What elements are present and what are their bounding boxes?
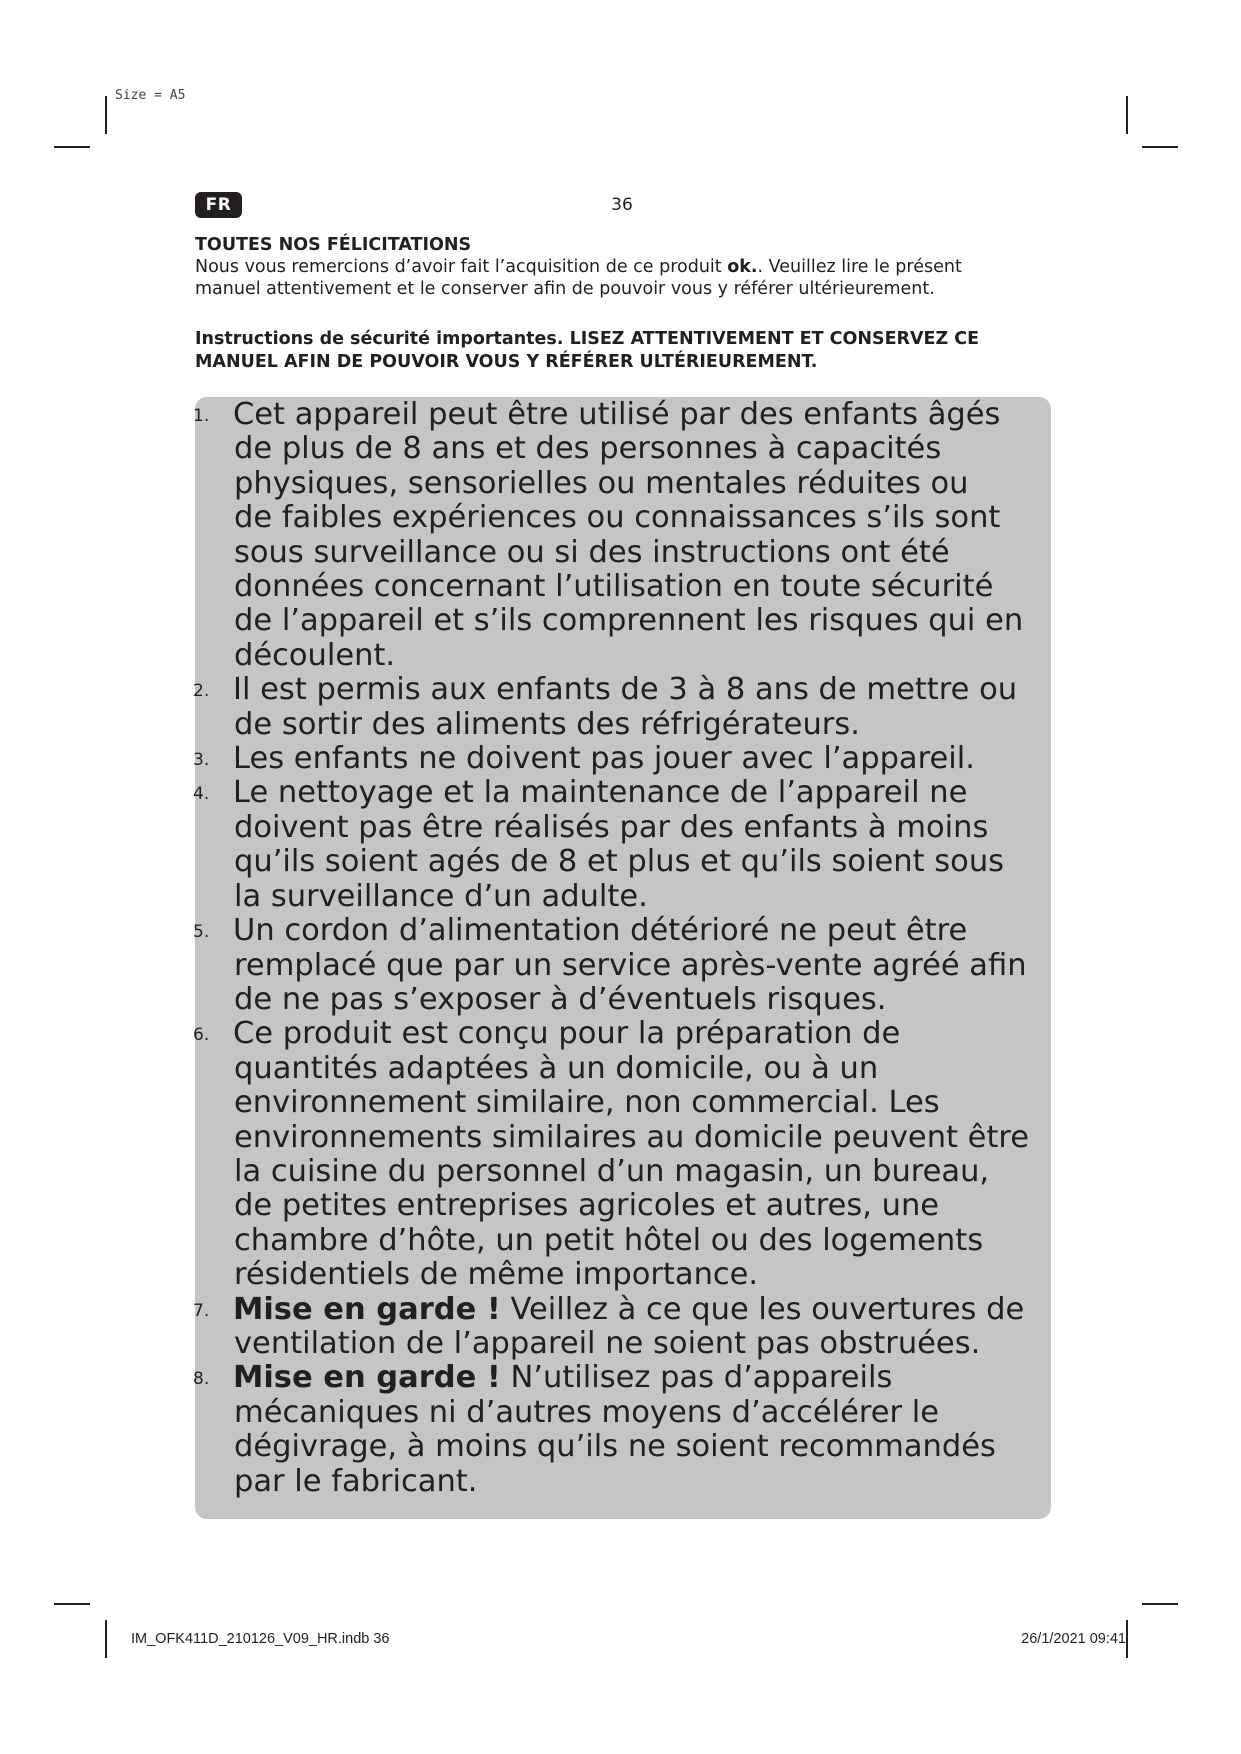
instruction-continuation-line: de l’appareil et s’ils comprennent les risques qui en [234,603,1024,639]
instruction-first-line [193,914,1073,948]
instruction-continuation-line: données concernant l’utilisation en toute sécurité [234,569,994,605]
safety-heading-line-2: MANUEL AFIN DE POUVOIR VOUS Y RÉFÉRER ULTÉRIEUREMENT. [195,352,818,372]
intro-paragraph-line-1 [195,256,1075,278]
instruction-item [193,742,1073,776]
instruction-first-line-text: Le nettoyage et la maintenance de l’appareil ne [233,775,968,811]
instruction-number: 2. [193,681,210,702]
safety-heading [195,328,1065,374]
instruction-number: 5. [193,922,210,943]
instruction-number: 6. [193,1025,210,1046]
intro-paragraph-line-2: manuel attentivement et le conserver afin de pouvoir vous y référer ultérieurement. [195,279,935,299]
instruction-number: 7. [193,1300,210,1321]
instruction-continuation-line: physiques, sensorielles ou mentales réduites ou [234,465,969,501]
instruction-first-line-text: Il est permis aux enfants de 3 à 8 ans de mettre ou [233,672,1018,708]
page-number: 36 [611,195,633,215]
crop-mark-top-left-horizontal [54,146,90,148]
instruction-continuation-line: doivent pas être réalisés par des enfants à moins [234,809,989,845]
instruction-first-line [193,398,1073,432]
language-badge: FR [195,192,242,218]
instruction-continuation-line: ventilation de l’appareil ne soient pas obstruées. [234,1325,981,1361]
safety-instructions-list [193,398,1073,1499]
instruction-continuation-line: qu’ils soient agés de 8 et plus et qu’ils soient sous [234,844,1005,880]
intro-text-before: Nous vous remercions d’avoir fait l’acquisition de ce produit [195,257,728,277]
instruction-item [193,776,1073,914]
intro-section [195,234,1075,300]
instruction-continuation-line: remplacé que par un service après-vente agréé afin [234,947,1027,983]
instruction-continuation-line: mécaniques ni d’autres moyens d’accélérer le [234,1394,940,1430]
crop-mark-top-right-vertical [1126,96,1128,134]
instruction-continuation-line: sous surveillance ou si des instructions ont été [234,534,950,570]
instruction-item [193,914,1073,1017]
instruction-continuation-line: découlent. [234,637,396,673]
instruction-first-line [193,673,1073,707]
crop-mark-bottom-right-vertical [1126,1620,1128,1658]
intro-heading: TOUTES NOS FÉLICITATIONS [195,235,472,255]
crop-mark-top-right-horizontal [1142,146,1178,148]
instruction-continuation-line: de petites entreprises agricoles et autres, une [234,1188,940,1224]
instruction-number: 3. [193,750,210,771]
instruction-continuation-line: la cuisine du personnel d’un magasin, un bureau, [234,1153,990,1189]
instruction-continuation-line: dégivrage, à moins qu’ils ne soient recommandés [234,1429,996,1465]
print-size-label: Size = A5 [115,88,186,103]
instruction-first-line-text: Un cordon d’alimentation détérioré ne peut être [233,913,968,949]
instruction-first-line [193,742,1073,776]
brand-name: ok. [727,257,758,277]
instruction-first-line [193,776,1073,810]
instruction-continuation-line: chambre d’hôte, un petit hôtel ou des logements [234,1222,984,1258]
instruction-continuation-line: de plus de 8 ans et des personnes à capacités [234,431,942,467]
instruction-continuation-line: la surveillance d’un adulte. [234,878,648,914]
instruction-first-line-text: Les enfants ne doivent pas jouer avec l’appareil. [233,741,975,777]
instruction-item [193,673,1073,742]
instruction-continuation-line: de sortir des aliments des réfrigérateurs. [234,706,860,742]
crop-mark-bottom-right-horizontal [1142,1603,1178,1605]
warning-label: Mise en garde ! [233,1291,501,1327]
footer-date-time: 26/1/2021 09:41 [1021,1631,1126,1647]
instruction-item [193,1361,1073,1499]
instruction-first-line [193,1361,1073,1395]
instruction-first-line-text: N’utilisez pas d’appareils [500,1360,893,1396]
crop-mark-bottom-left-vertical [105,1620,107,1658]
instruction-number: 1. [193,406,210,426]
instruction-continuation-line: quantités adaptées à un domicile, ou à un [234,1050,879,1086]
instruction-item [193,1017,1073,1292]
instruction-continuation-line: environnements similaires au domicile peuvent être [234,1119,1030,1155]
instruction-continuation-line: environnement similaire, non commercial. Les [234,1085,940,1121]
instruction-item [193,398,1073,673]
instruction-continuation-line: de faibles expériences ou connaissances s’ils sont [234,500,1001,536]
crop-mark-top-left-vertical [105,96,107,134]
instruction-item [193,1293,1073,1362]
instruction-number: 8. [193,1369,210,1390]
instruction-first-line-text: Cet appareil peut être utilisé par des enfants âgés [233,397,1001,432]
footer-file-name: IM_OFK411D_210126_V09_HR.indb 36 [131,1631,390,1647]
instruction-continuation-line: résidentiels de même importance. [234,1257,759,1293]
instruction-number: 4. [193,784,210,805]
crop-mark-bottom-left-horizontal [54,1603,90,1605]
intro-text-after: . Veuillez lire le présent [757,257,962,277]
instruction-first-line-text: Ce produit est conçu pour la préparation de [233,1016,901,1052]
instruction-first-line [193,1017,1073,1051]
instruction-continuation-line: par le fabricant. [234,1463,478,1499]
instruction-first-line [193,1293,1073,1327]
instruction-continuation-line: de ne pas s’exposer à d’éventuels risques. [234,981,887,1017]
warning-label: Mise en garde ! [233,1360,501,1396]
safety-heading-line-1: Instructions de sécurité importantes. LISEZ ATTENTIVEMENT ET CONSERVEZ CE [195,329,980,349]
instruction-first-line-text: Veillez à ce que les ouvertures de [500,1291,1025,1327]
